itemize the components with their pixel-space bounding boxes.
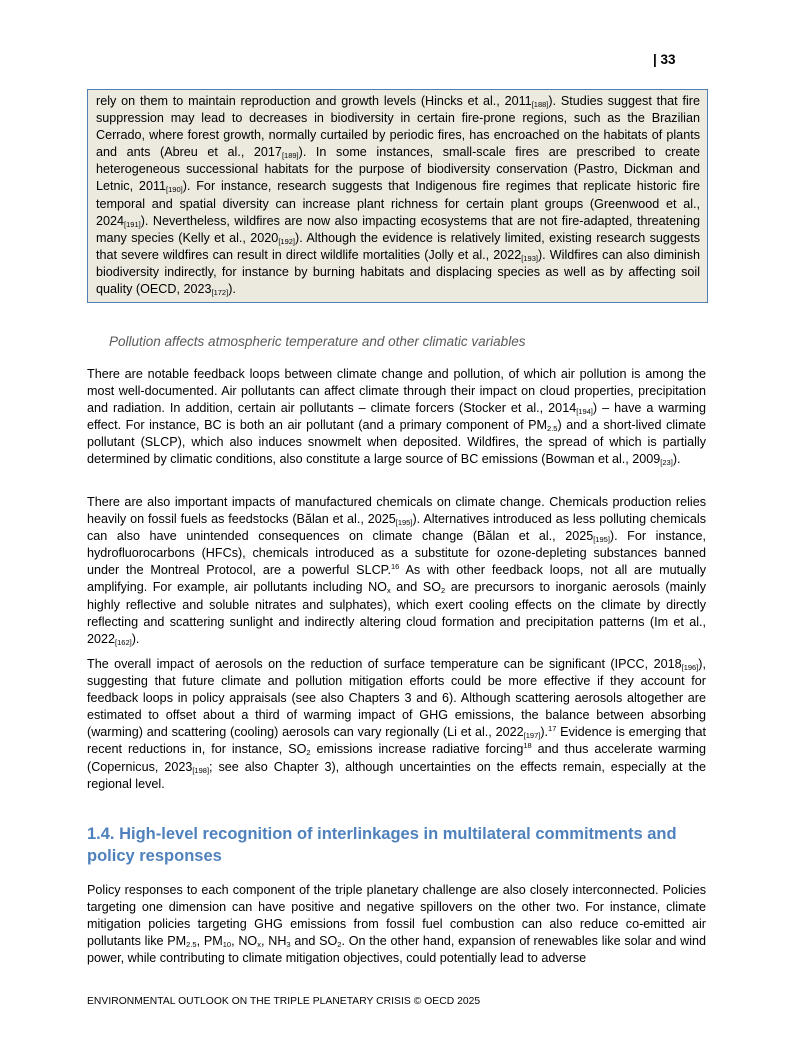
page-number: | 33	[653, 52, 676, 67]
subsection-heading: Pollution affects atmospheric temperature and other climatic variables	[109, 334, 526, 349]
box-paragraph: rely on them to maintain reproduction and growth levels (Hincks et al., $2011_{[188]}$). Studies suggest that fire suppression may lead to decreases in biodiversity in certain fire-prone regions, such as the Brazilian Cerrado, where forest growth, normally curtailed by periodic fires, has encroached on the habitats of plants and ants (Abreu et al., $2017_{[189]}$). In some instances, small-scale fires are prescribed to create heterogeneous successional habitats for the purpose of biodiversity conservation (Pastro, Dickman and Letnic, $2011_{[190]}$). For instance, research suggests that Indigenous fire regimes that replicate historic fire temporal and spatial diversity can increase plant richness for certain plant groups (Greenwood et al., $2024_{[191]}$). Nevertheless, wildfires are now also impacting ecosystems that are not fire-adapted, threatening many species (Kelly et al., $2020_{[192]}$). Although the evidence is relatively limited, existing research suggests that severe wildfires can result in direct wildlife mortalities (Jolly et al., $2022_{[193]}$). Wildfires can also diminish biodiversity indirectly, for instance by burning habitats and displacing species as well as by affecting soil quality (OECD, $2023_{[172]}$).	[96, 94, 701, 298]
paragraph-policy-responses: Policy responses to each component of the triple planetary challenge are also closely interconnected. Policies targeting one dimension can have positive and negative spillovers on the other two. For instance, climate mitigation policies targeting GHG emissions from fossil fuel combustion can also reduce co-emitted air pollutants like $PM_{2.5}$, $PM_{10}$, $NO_x$, $NH_3$ and $SO_2$. On the other hand, expansion of renewables like solar and wind power, while contributing to climate mitigation objectives, could potentially lead to adverse	[87, 883, 707, 966]
paragraph-feedback-loops: There are notable feedback loops between climate change and pollution, of which air pollution is among the most well-documented. Air pollutants can affect climate through their impact on cloud properties, precipitation and radiation. In addition, certain air pollutants – climate forcers (Stocker et al., $2014_{[194]}$) – have a warming effect. For instance, BC is both an air pollutant (and a primary component of $PM_{2.5}$) and a short-lived climate pollutant (SLCP), which also induces snowmelt when deposited. Wildfires, the spread of which is partially determined by climatic conditions, also constitute a large source of BC emissions (Bowman et al., $2009_{[23]}$).	[87, 367, 706, 468]
paragraph-chemicals: There are also important impacts of manufactured chemicals on climate change. Chemicals production relies heavily on fossil fuels as feedstocks (Bălan et al., $2025_{[195]}$). Alternatives introduced as less polluting chemicals can also have unintended consequences on climate change (Bălan et al., $2025_{[195]}$). For instance, hydrofluorocarbons (HFCs), chemicals introduced as a substitute for ozone-depleting substances banned under the Montreal Protocol, are a powerful SLCP.$^{16}$ As with other feedback loops, not all are mutually amplifying. For example, air pollutants including $NO_x$ and $SO_2$ are precursors to inorganic aerosols (mainly highly reflective and soluble nitrates and sulphates), which exert cooling effects on the climate by directly reflecting and scattering sunlight and indirectly altering cloud formation and precipitation patterns (Im et al., $2022_{[162]}$).	[87, 495, 707, 647]
paragraph-aerosols: The overall impact of aerosols on the reduction of surface temperature can be significant (IPCC, $2018_{[196]}$), suggesting that future climate and pollution mitigation efforts could be more effective if they account for feedback loops in policy appraisals (see also Chapters 3 and 6). Although scattering aerosols altogether are estimated to offset about a third of warming impact of GHG emissions, the balance between absorbing (warming) and scattering (cooling) aerosols can vary regionally (Li et al., $2022_{[197]}).^{17}$ Evidence is emerging that recent reductions in, for instance, $SO_2$ emissions increase radiative forcing$^{18}$ and thus accelerate warming (Copernicus, $2023_{[198]}$; see also Chapter 3), although uncertainties on the effects remain, especially at the regional level.	[87, 657, 706, 791]
callout-box	[87, 89, 708, 303]
footer: ENVIRONMENTAL OUTLOOK ON THE TRIPLE PLANETARY CRISIS © OECD 2025	[87, 996, 481, 1007]
section-heading: 1.4. High-level recognition of interlinkages in multilateral commitments and policy responses	[87, 825, 677, 865]
